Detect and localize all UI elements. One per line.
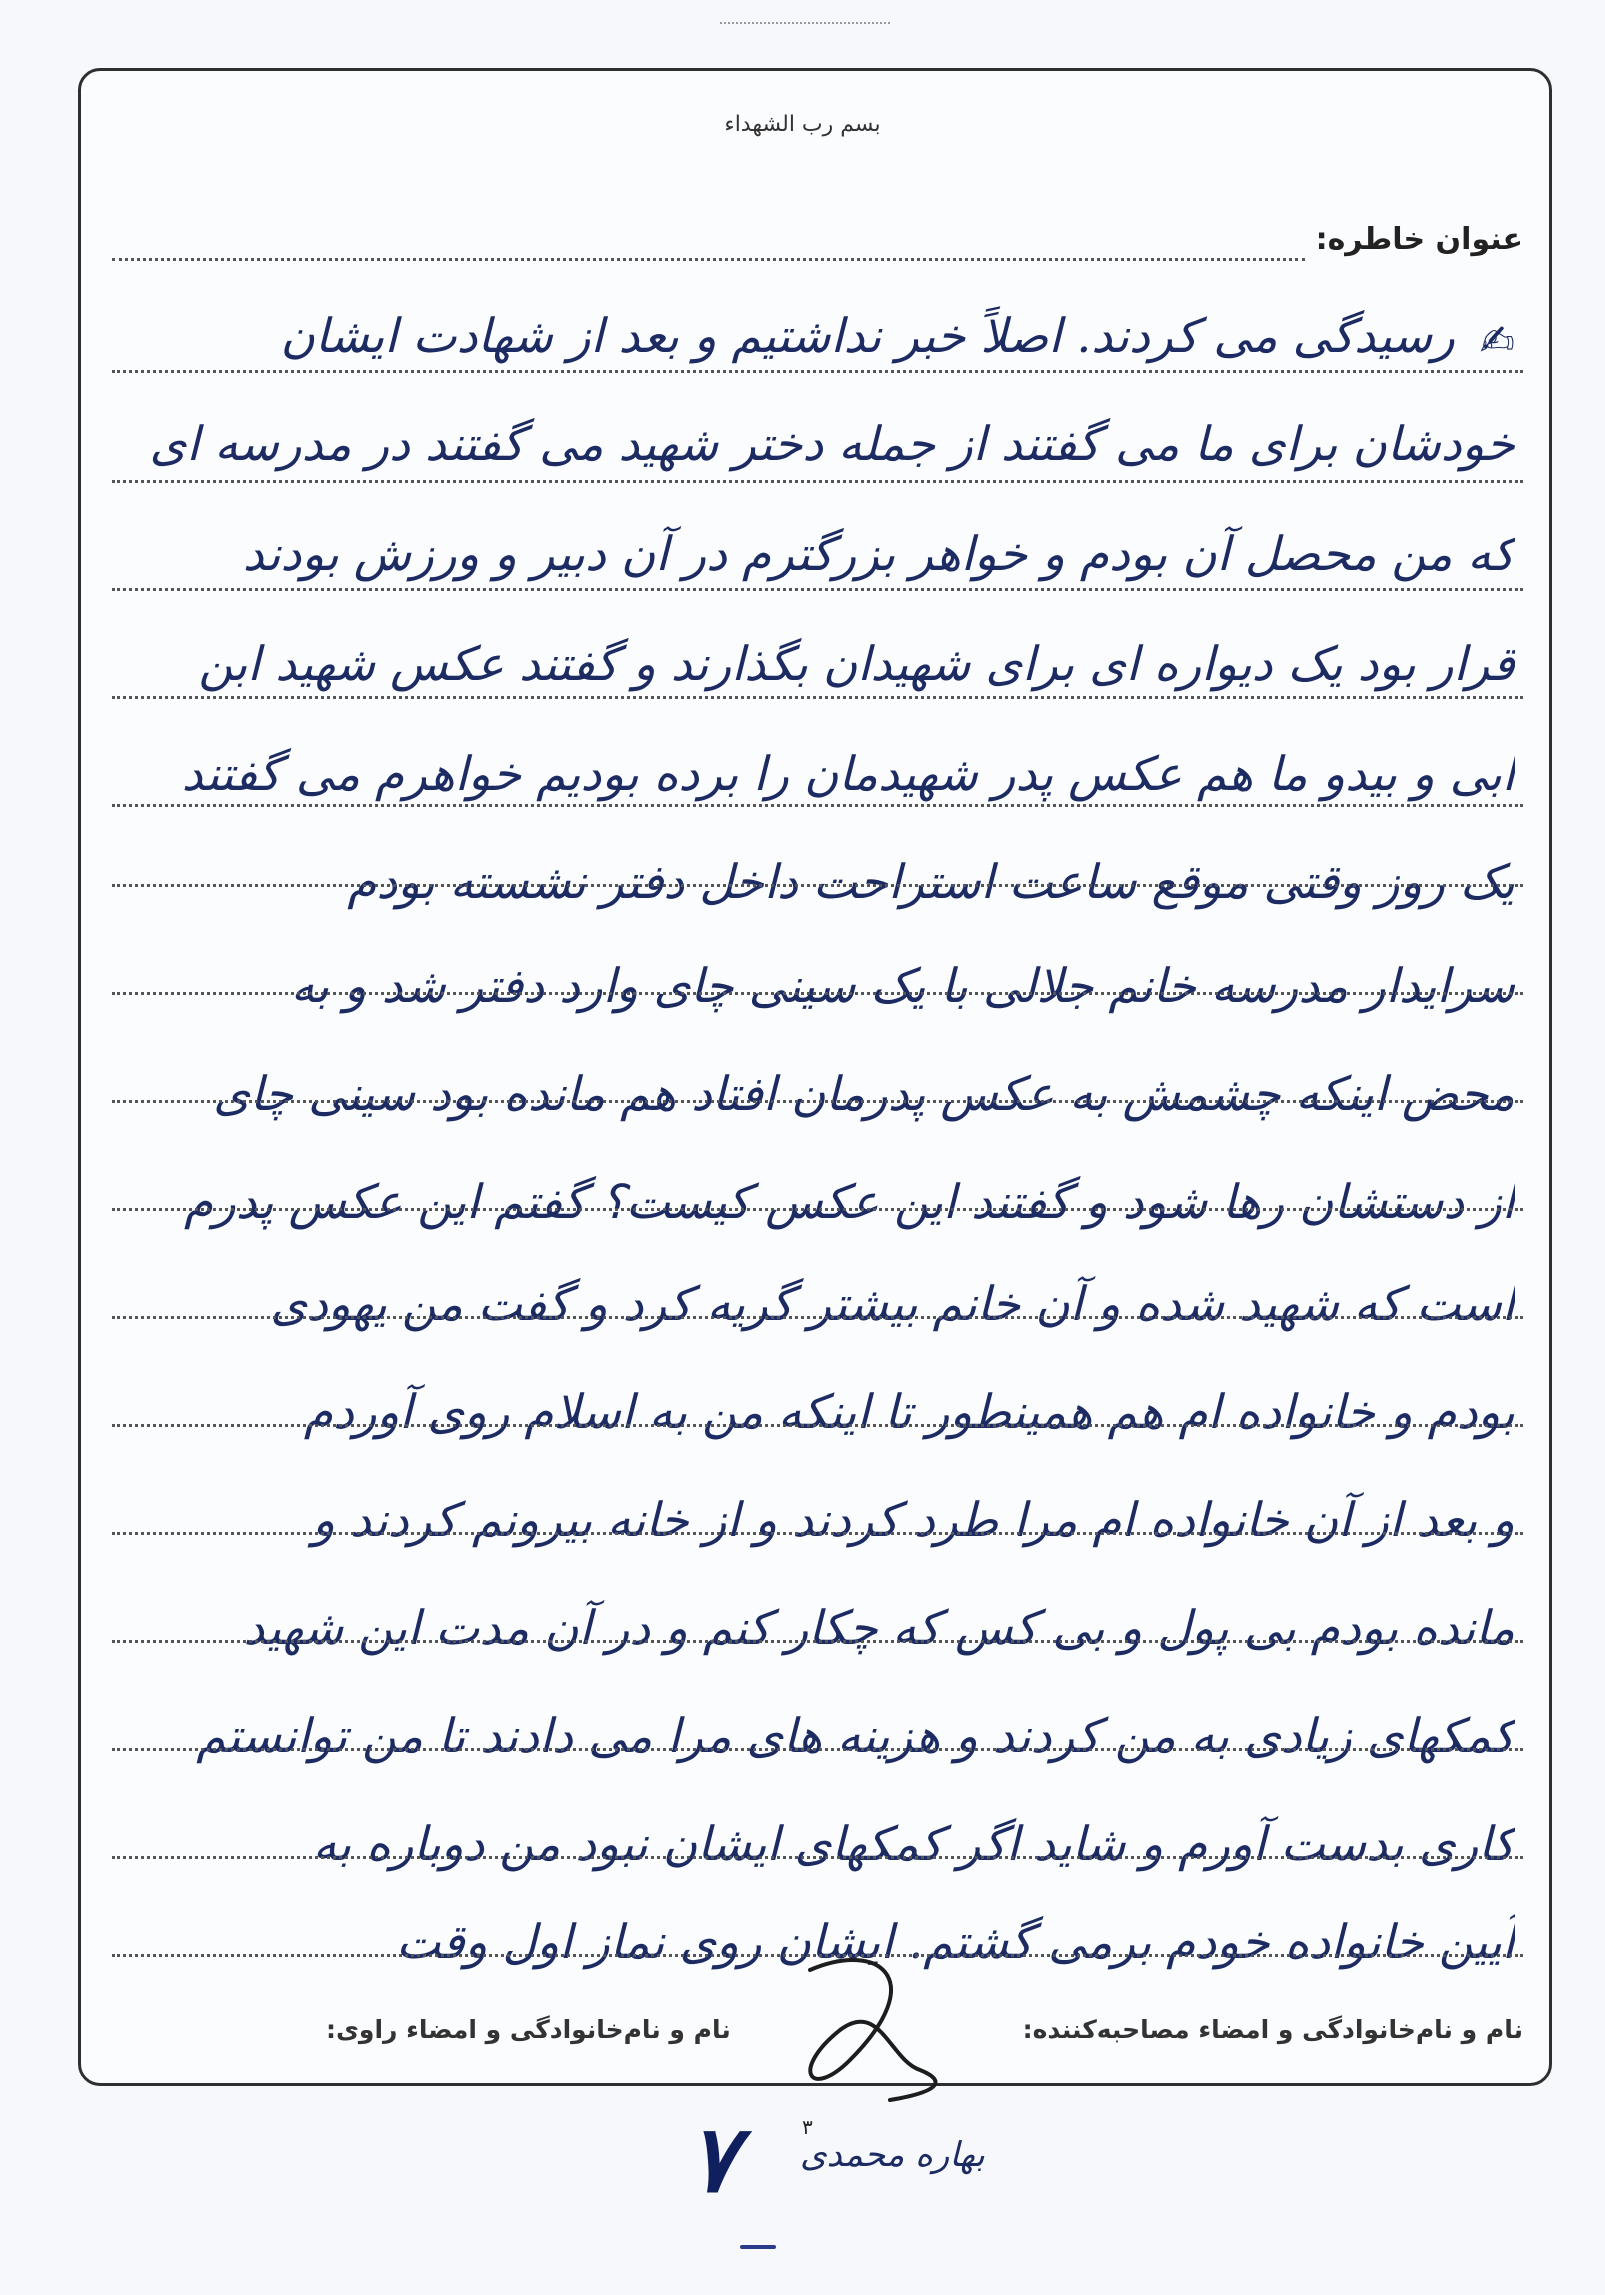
ruled-line: [112, 1100, 1523, 1103]
ruled-line: [112, 1424, 1523, 1427]
ruled-line: [112, 1748, 1523, 1751]
handwriting-line: سرایدار مدرسه خانم جلالی با یک سینی چای وارد دفتر شد و به: [290, 959, 1515, 1014]
handwriting-line: قرار بود یک دیواره ای برای شهیدان بگذارند و گفتند عکس شهید ابن: [198, 637, 1515, 692]
handwriting-line: که من محصل آن بودم و خواهر بزرگترم در آن دبیر و ورزش بودند: [242, 527, 1515, 582]
ruled-line: [112, 1856, 1523, 1859]
handwriting-line: است که شهید شده و آن خانم بیشتر گریه کرد و گفت من یهودی: [270, 1277, 1515, 1332]
page-header-title: بسم رب الشهداء: [724, 112, 881, 137]
handwriting-line: مانده بودم بی پول و بی کس که چکار کنم و در آن مدت این شهید: [243, 1601, 1515, 1656]
handwriting-line: کاری بدست آورم و شاید اگر کمکهای ایشان نبود من دوباره به: [312, 1817, 1515, 1872]
handwriting-line: ابی و بیدو ما هم عکس پدر شهیدمان را برده بودیم خواهرم می گفتند: [181, 747, 1515, 802]
subject-label: عنوان خاطره:: [1315, 222, 1523, 257]
signature-scribble: [770, 1950, 970, 2120]
handwriting-line: محض اینکه چشمش به عکس پدرمان افتاد هم مانده بود سینی چای: [213, 1067, 1515, 1122]
ruled-line: [112, 588, 1523, 591]
handwriting-line: آیین خانواده خودم برمی گشتم. ایشان روی نماز اول وقت: [396, 1915, 1515, 1970]
ruled-line: [112, 884, 1523, 887]
subject-ruled-line: [112, 258, 1305, 261]
bottom-ink-mark: [740, 2245, 776, 2249]
handwriting-line: کمکهای زیادی به من کردند و هزینه های مرا می دادند تا من توانستم: [196, 1709, 1515, 1764]
ruled-line: [112, 370, 1523, 373]
ruled-line: [112, 1532, 1523, 1535]
ruled-line: [112, 992, 1523, 995]
ruled-line: [112, 480, 1523, 483]
narrator-signature-label: نام و نام‌خانوادگی و امضاء راوی:: [326, 2015, 731, 2044]
handwriting-line: و بعد از آن خانواده ام مرا طرد کردند و از خانه بیرونم کردند و: [312, 1493, 1515, 1548]
printed-page-number: ۳: [802, 2115, 813, 2139]
interviewer-signature-label: نام و نام‌خانوادگی و امضاء مصاحبه‌کننده:: [1022, 2015, 1523, 2044]
handwriting-line: خودشان برای ما می گفتند از جمله دختر شهید می گفتند در مدرسه ای: [149, 417, 1515, 472]
top-edge-mark: [720, 0, 890, 24]
ruled-line: [112, 1640, 1523, 1643]
handwriting-line: رسیدگی می کردند. اصلاً خبر نداشتیم و بعد از شهادت ایشان: [280, 309, 1455, 364]
ruled-line: [112, 1208, 1523, 1211]
ruled-line: [112, 804, 1523, 807]
signer-name: بهاره محمدی: [800, 2135, 985, 2175]
handwriting-line: بودم و خانواده ام هم همینطور تا اینکه من به اسلام روی آوردم: [303, 1385, 1515, 1440]
ruled-line: [112, 696, 1523, 699]
handwriting-line: یک روز وقتی موقع ساعت استراحت داخل دفتر نشسته بودم: [347, 855, 1515, 910]
pen-note-icon: ✍: [1479, 316, 1515, 365]
ruled-line: [112, 1316, 1523, 1319]
handwritten-page-number: ۷: [688, 2105, 738, 2213]
handwriting-line: از دستشان رها شود و گفتند این عکس کیست؟ گفتم این عکس پدرم: [184, 1175, 1515, 1230]
